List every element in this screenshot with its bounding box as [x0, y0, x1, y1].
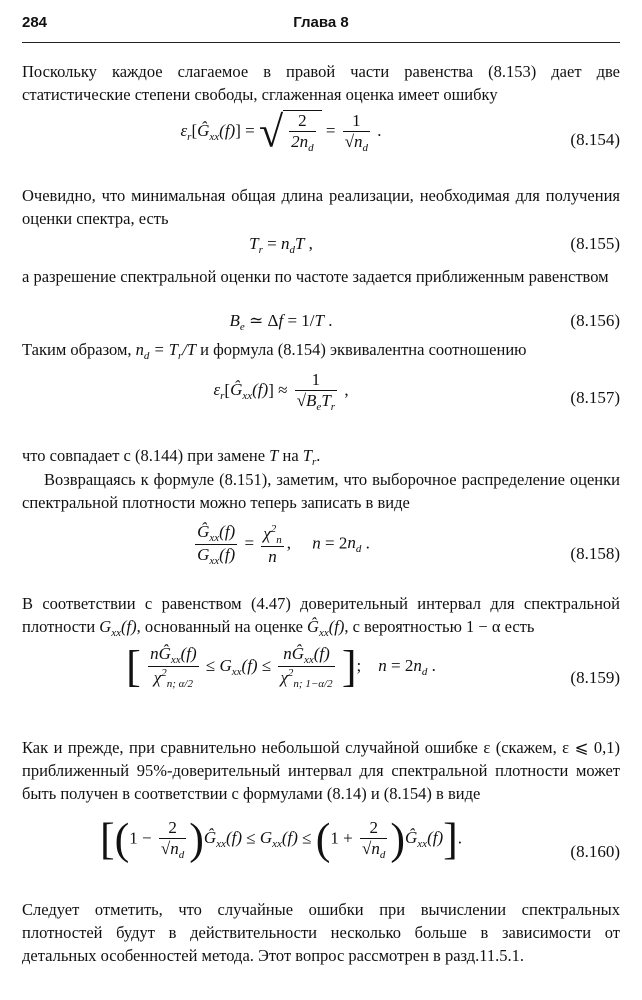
- equation-number-8-156: (8.156): [570, 311, 620, 330]
- paragraph-3: а разрешение спектральной оценки по частоте задается приближенным равенством: [22, 267, 609, 286]
- equation-8-157-body: $\varepsilon_r[Ĝ_{xx}(f)]$ ≈ $\frac{1}{√B_eT_r}$ ,: [213, 370, 349, 413]
- paragraph-9: Следует отметить, что случайные ошибки при вычислении спектральных плотностей будут в действительности несколько больше в зависимости от детальных особенностей метода. Этот вопрос рассмотрен в разд.11.5.1.: [22, 900, 620, 965]
- page-header: [22, 14, 620, 36]
- equation-8-159-body: [ $\frac{nĜ_{xx}(f)}{\chi^2_{n; \alpha/2}}$ ≤ $G_{xx}(f)$ ≤ $\frac{nĜ_{xx}(f)}{\chi^2_{n; 1-\alpha/2}}$ ]; $n = 2n_d$ .: [126, 642, 436, 691]
- equation-8-154-body: $\varepsilon_r[Ĝ_{xx}(f)]$ = √ $\frac{2}{2n_d}$ = $\frac{1}{√n_d}$ .: [180, 107, 382, 157]
- paragraph-6: Возвращаясь к формуле (8.151), заметим, что выборочное распределение оценки спектральной плотности можно теперь записать в виде: [22, 470, 620, 512]
- equation-8-154: [22, 107, 620, 174]
- equation-number-8-155: (8.155): [570, 234, 620, 253]
- paragraph-2: Очевидно, что минимальная общая длина реализации, необходимая для получения оценки спектра, есть: [22, 186, 620, 228]
- paragraph-4-end: и формула (8.154) эквивалентна соотношению: [200, 340, 527, 359]
- header-rule: [22, 42, 620, 43]
- inline-math-nd: $n_d = T_r/T$: [135, 340, 197, 362]
- equation-8-158-body: $\frac{Ĝ_{xx}(f)}{G_{xx}(f)}$ = $\frac{\chi^2_n}{n}$ , $n = 2n_d$ .: [197, 522, 370, 567]
- equation-number-8-158: (8.158): [570, 544, 620, 563]
- paragraph-1: Поскольку каждое слагаемое в правой части равенства (8.153) дает две статистические степени свободы, сглаженная оценка имеет ошибку: [22, 62, 620, 104]
- page-number: 284: [22, 14, 48, 31]
- equation-8-160-body: [(1 − $\frac{2}{√n_d}$ )$Ĝ_{xx}(f) \le G_{xx}(f) \le (1$ + $\frac{2}{√n_d}$ )$Ĝ_{xx}(f)$].: [99, 814, 463, 864]
- paragraph-7-mid: , основанный на оценке: [136, 617, 303, 636]
- equation-8-155: [22, 234, 620, 260]
- equation-8-155-body: $T_r = n_dT$ ,: [249, 234, 313, 256]
- paragraph-5-start: что совпадает с (8.144) при замене: [22, 446, 266, 465]
- equation-8-157: [22, 370, 620, 432]
- paragraph-7-end: , с вероятностью 1 − α есть: [344, 617, 535, 636]
- equation-number-8-154: (8.154): [570, 130, 620, 149]
- chapter-title: Глава 8: [293, 14, 349, 31]
- paragraph-4-start: Таким образом,: [22, 340, 132, 359]
- equation-number-8-157: (8.157): [570, 388, 620, 407]
- paragraph-5: что совпадает с (8.144) при замене T на $T_r$.: [22, 446, 321, 468]
- paragraph-8: Как и прежде, при сравнительно небольшой случайной ошибке ε (скажем, ε ⩽ 0,1) приближенный 95%-доверительный интервал для спектральной плотности может быть получен в соответствии с формулами (8.14) и (8.154) в виде: [22, 738, 620, 803]
- paragraph-5-mid: на: [282, 446, 299, 465]
- equation-number-8-160: (8.160): [570, 842, 620, 861]
- equation-8-156-body: $B_e$ ≃ Δf = 1/T .: [229, 311, 333, 333]
- equation-8-158: [22, 522, 620, 588]
- equation-8-156: [22, 311, 620, 337]
- paragraph-7: В соответствии с равенством (4.47) доверительный интервал для спектральной плотности $G_{xx}(f)$, основанный на оценке $Ĝ_{xx}(f)$, с вероятностью 1 − α есть: [22, 594, 620, 639]
- equation-8-160: [22, 814, 620, 886]
- paragraph-4: [22, 338, 620, 368]
- equation-8-159: [22, 644, 620, 714]
- equation-number-8-159: (8.159): [570, 668, 620, 687]
- paragraph-7-start: В соответствии с равенством (4.47) доверительный интервал для спектральной плотности: [22, 594, 620, 636]
